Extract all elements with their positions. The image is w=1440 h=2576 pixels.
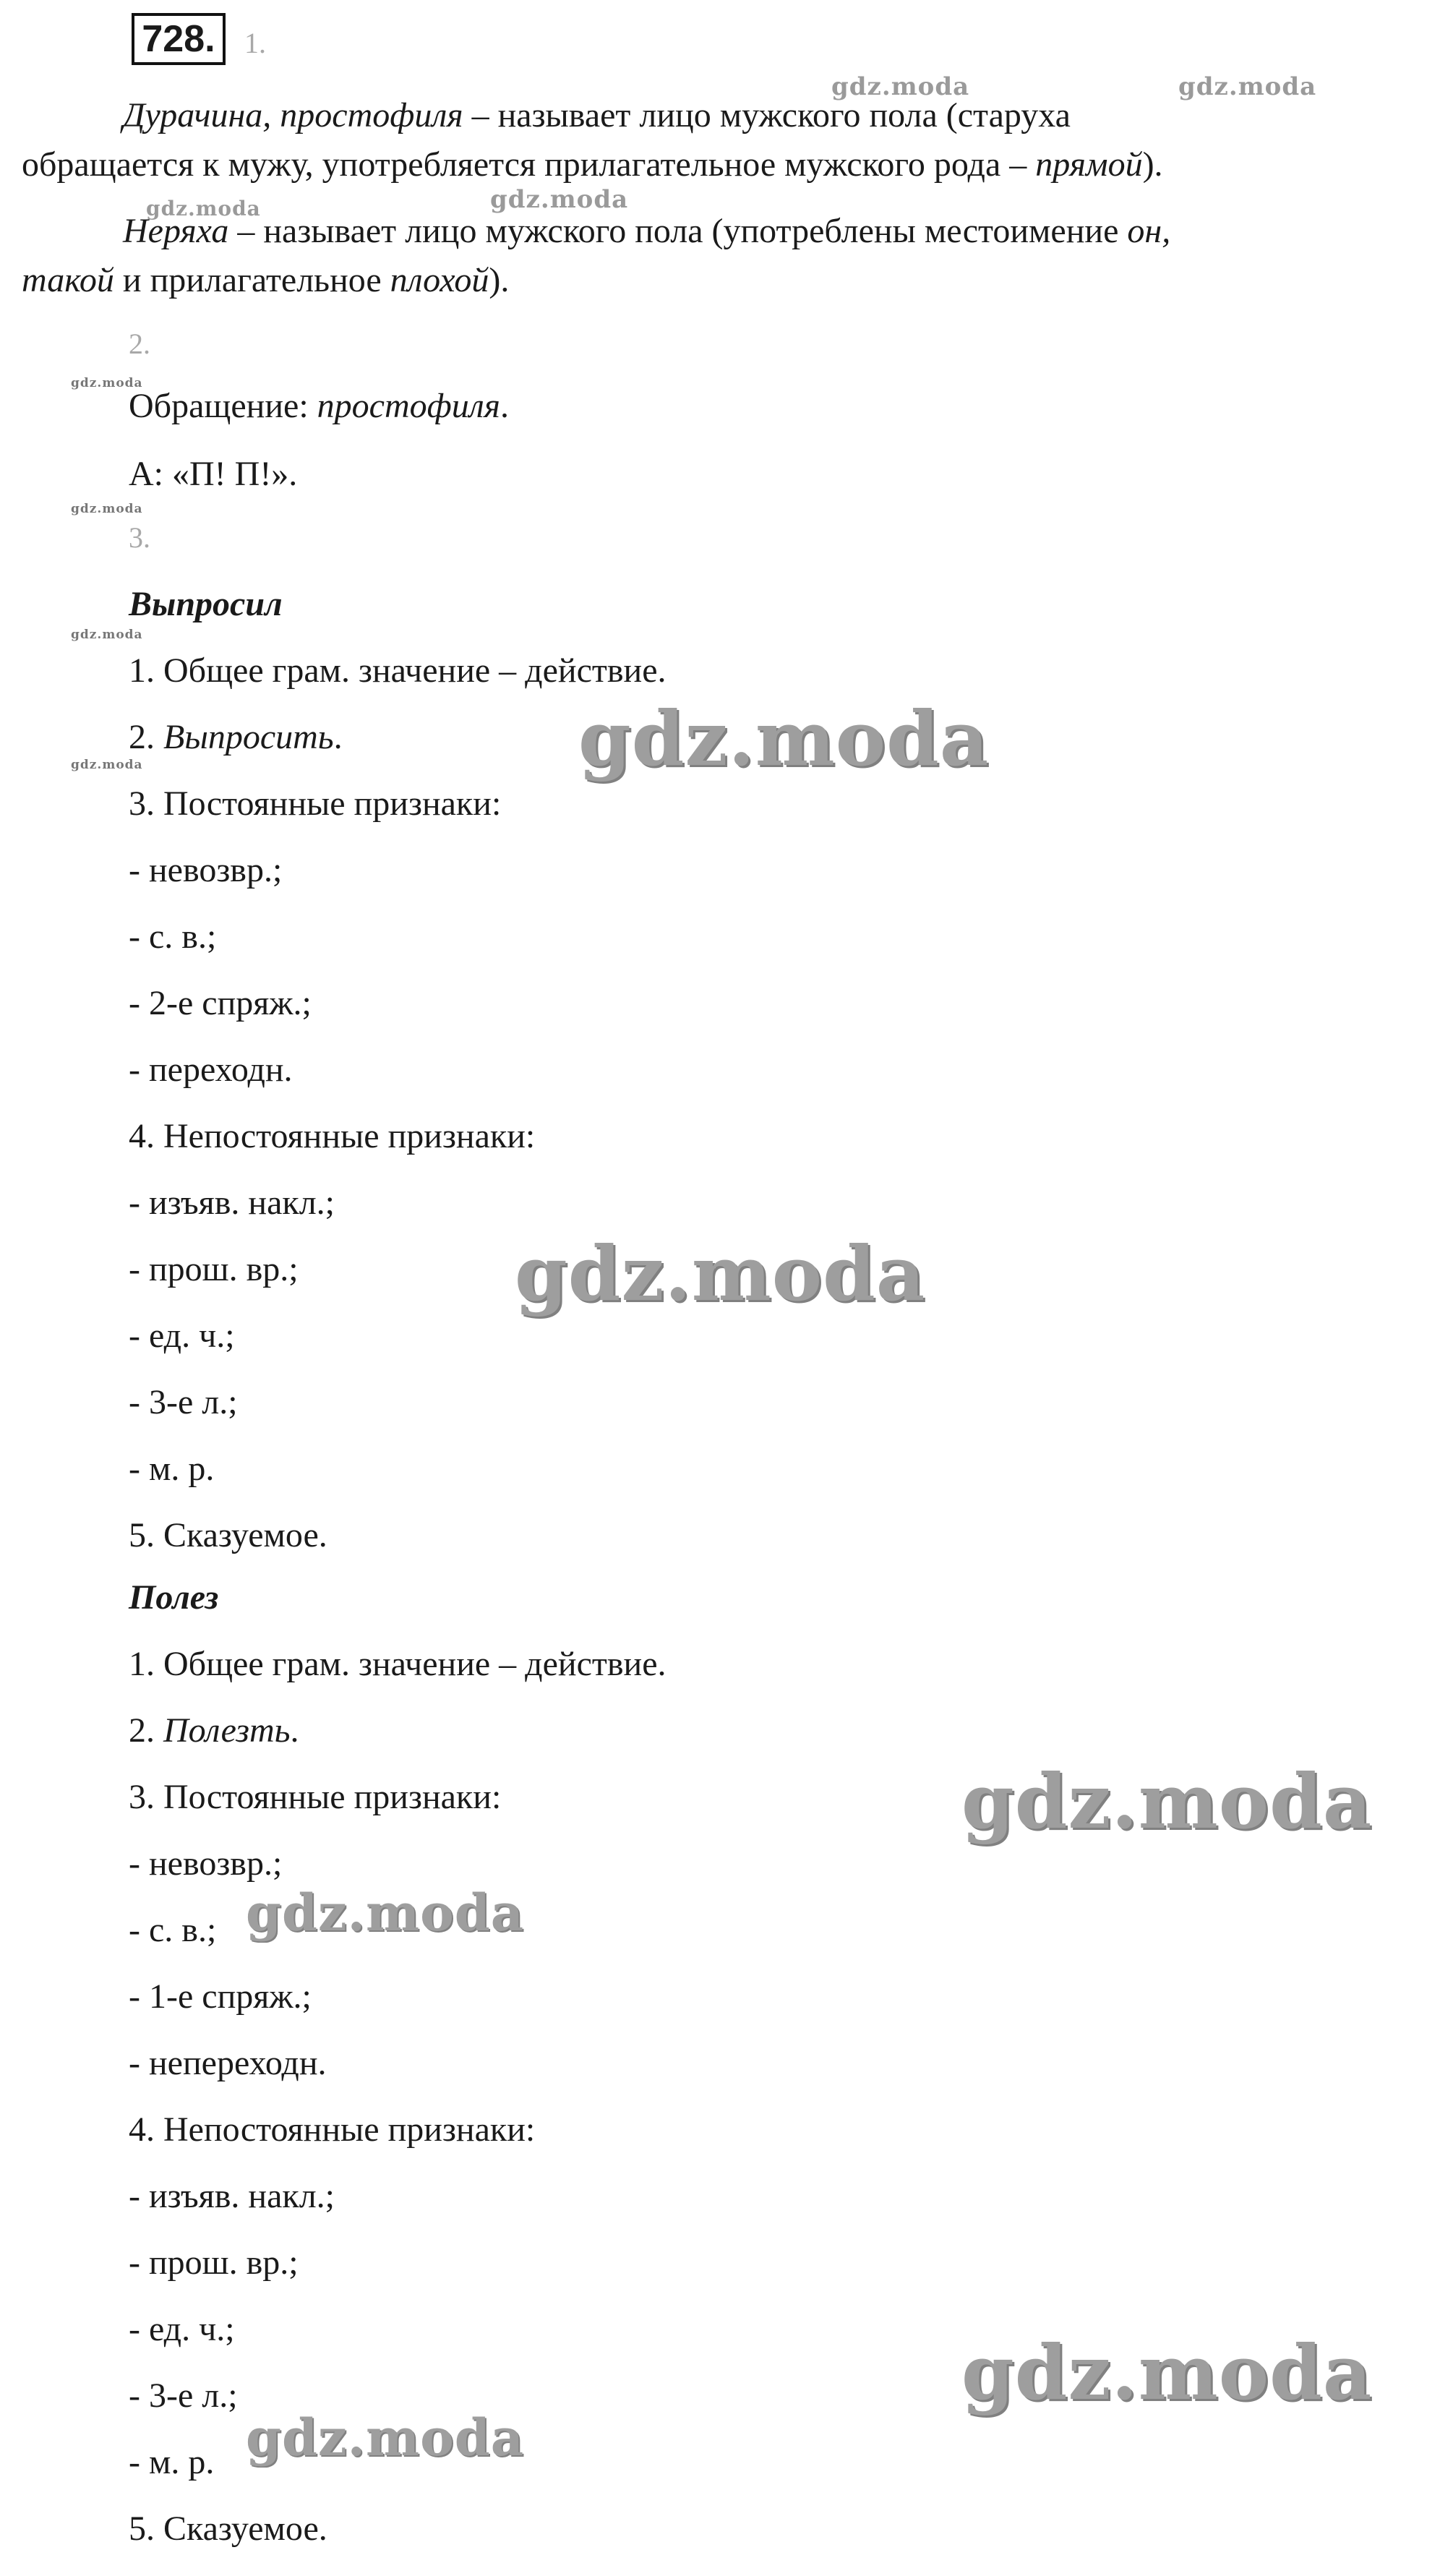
watermark: gdz.moda xyxy=(961,1757,1373,1846)
watermark: gdz.moda xyxy=(578,694,990,783)
s1-paragraph-1-line-2: обращается к мужу, употребляется прилагательное мужского рода – прямой). xyxy=(22,145,1163,184)
verb-2-constant-label: 3. Постоянные признаки: xyxy=(129,1778,502,1816)
verb-2-nonconstant-item: - ед. ч.; xyxy=(129,2310,235,2348)
verb-1-nonconstant-item: - изъяв. накл.; xyxy=(129,1184,335,1222)
verb-1-nonconstant-item: - 3-е л.; xyxy=(129,1383,238,1421)
s1-paragraph-2-line-2: такой и прилагательное плохой). xyxy=(22,261,510,299)
s1-paragraph-1-line-1: Дурачина, простофиля – называет лицо мужского пола (старуха xyxy=(123,96,1071,134)
part-1-number: 1. xyxy=(244,27,266,59)
task-number: 728. xyxy=(142,18,215,60)
verb-2-nonconstant-item: - изъяв. накл.; xyxy=(129,2177,335,2215)
watermark: gdz.moda xyxy=(71,502,143,516)
verb-1-constant-item: - невозвр.; xyxy=(129,851,283,889)
verb-1-initial: 2. Выпросить. xyxy=(129,718,343,756)
verb-1-constant-item: - 2-е спряж.; xyxy=(129,984,312,1022)
verb-2-title: Полез xyxy=(129,1578,219,1617)
verb-1-general: 1. Общее грам. значение – действие. xyxy=(129,651,667,690)
watermark: gdz.moda xyxy=(246,2408,525,2468)
task-number-box xyxy=(132,13,226,65)
verb-2-constant-item: - 1-е спряж.; xyxy=(129,1977,312,2016)
verb-1-nonconstant-item: - м. р. xyxy=(129,1450,215,1488)
verb-1-constant-label: 3. Постоянные признаки: xyxy=(129,784,502,823)
verb-1-nonconstant-item: - ед. ч.; xyxy=(129,1317,235,1355)
verb-1-nonconstant-label: 4. Непостоянные признаки: xyxy=(129,1117,536,1155)
s1-paragraph-2-line-1: Неряха – называет лицо мужского пола (употреблены местоимение он, xyxy=(123,212,1171,250)
watermark: gdz.moda xyxy=(490,185,629,214)
watermark: gdz.moda xyxy=(71,758,143,772)
watermark: gdz.moda xyxy=(1178,72,1317,101)
verb-2-constant-item: - непереходн. xyxy=(129,2044,327,2082)
verb-2-constant-item: - с. в.; xyxy=(129,1911,217,1949)
verb-2-nonconstant-item: - 3-е л.; xyxy=(129,2376,238,2415)
s2-appeal-line: Обращение: простофиля. xyxy=(129,387,509,425)
watermark: gdz.moda xyxy=(71,628,143,642)
watermark: gdz.moda xyxy=(246,1883,525,1943)
verb-2-initial: 2. Полезть. xyxy=(129,1711,299,1750)
watermark: gdz.moda xyxy=(515,1229,926,1318)
verb-2-constant-item: - невозвр.; xyxy=(129,1844,283,1883)
verb-2-role: 5. Сказуемое. xyxy=(129,2509,327,2548)
verb-1-title: Выпросил xyxy=(129,585,283,623)
watermark: gdz.moda xyxy=(146,197,261,221)
watermark: gdz.moda xyxy=(71,376,143,390)
verb-2-nonconstant-label: 4. Непостоянные признаки: xyxy=(129,2110,536,2149)
verb-2-nonconstant-item: - прош. вр.; xyxy=(129,2243,299,2282)
watermark: gdz.moda xyxy=(961,2328,1373,2417)
part-3-number: 3. xyxy=(129,521,150,554)
verb-1-nonconstant-item: - прош. вр.; xyxy=(129,1250,299,1288)
watermark: gdz.moda xyxy=(831,72,970,101)
part-2-number: 2. xyxy=(129,328,150,360)
verb-2-nonconstant-item: - м. р. xyxy=(129,2443,215,2481)
verb-1-role: 5. Сказуемое. xyxy=(129,1516,327,1554)
verb-2-general: 1. Общее грам. значение – действие. xyxy=(129,1645,667,1683)
s2-scheme-line: А: «П! П!». xyxy=(129,455,298,493)
verb-1-constant-item: - переходн. xyxy=(129,1050,293,1089)
verb-1-constant-item: - с. в.; xyxy=(129,917,217,956)
